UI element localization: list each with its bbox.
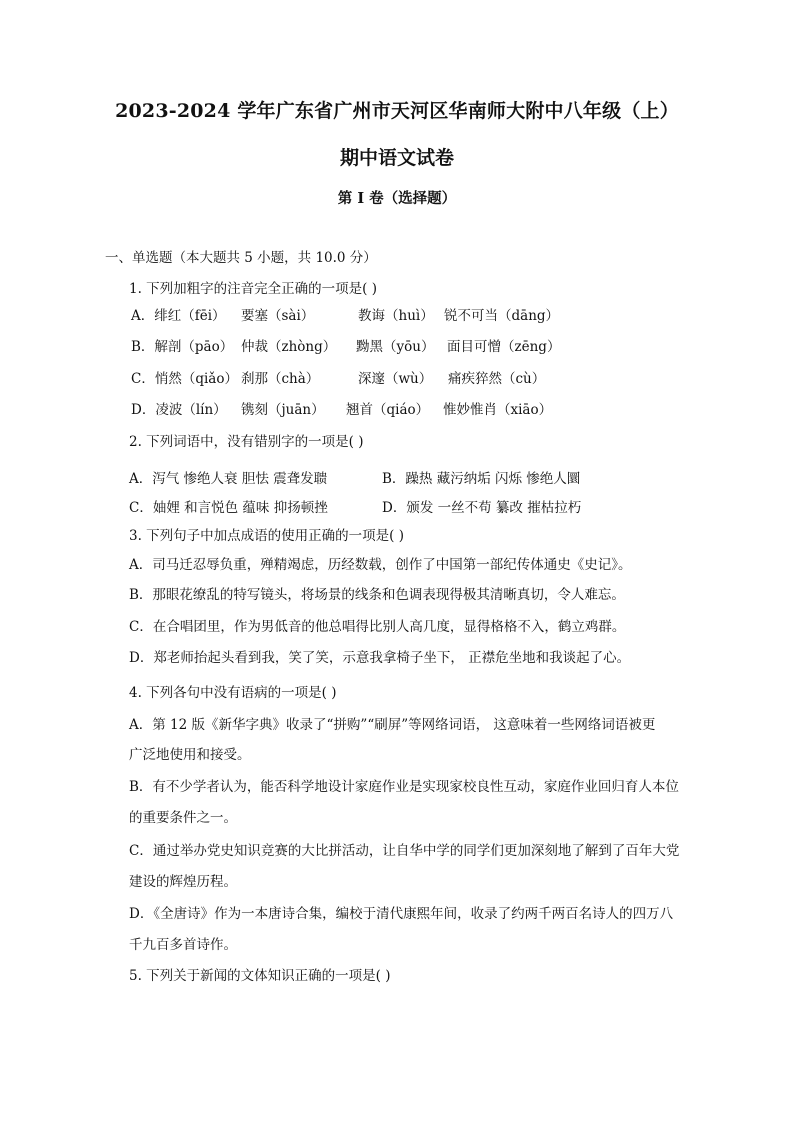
question-1-stem: 1. 下列加粗字的注音完全正确的一项是( ) bbox=[129, 281, 377, 297]
question-4-option-b-line1: B．有不少学者认为，能否科学地设计家庭作业是实现家校良性互动，家庭作业回归育人本位 bbox=[129, 779, 679, 795]
exam-title-line2: 期中语文试卷 bbox=[339, 147, 454, 169]
question-4-option-d-line2: 千九百多首诗作。 bbox=[129, 937, 237, 953]
question-2-option-c: C．妯娌 和言悦色 蕴味 抑扬顿挫 bbox=[129, 500, 328, 516]
question-2-option-a: A．泻气 惨绝人衰 胆怯 震聋发聩 bbox=[129, 471, 328, 487]
question-4-option-d-line1: D．《全唐诗》作为一本唐诗合集，编校于清代康熙年间，收录了约两千两百名诗人的四万八 bbox=[129, 906, 674, 922]
exam-title-line1: 2023-2024 学年广东省广州市天河区华南师大附中八年级（上） bbox=[115, 100, 679, 122]
question-3-option-a: A．司马迁忍辱负重，殚精竭虑，历经数载，创作了中国第一部纪传体通史《史记》。 bbox=[129, 557, 632, 573]
question-4-option-c-line2: 建设的辉煌历程。 bbox=[129, 874, 237, 890]
question-5-stem: 5. 下列关于新闻的文体知识正确的一项是( ) bbox=[129, 968, 391, 984]
question-3-option-c: C．在合唱团里，作为男低音的他总唱得比别人高几度，显得格格不入，鹤立鸡群。 bbox=[129, 619, 626, 635]
question-3-option-d: D．郑老师抬起头看到我，笑了笑，示意我拿椅子坐下， 正襟危坐地和我谈起了心。 bbox=[129, 650, 631, 666]
question-3-option-b: B．那眼花缭乱的特写镜头，将场景的线条和色调表现得极其清晰真切，令人难忘。 bbox=[129, 587, 625, 603]
question-4-stem: 4. 下列各句中没有语病的一项是( ) bbox=[129, 685, 337, 701]
exam-page: 2023-2024 学年广东省广州市天河区华南师大附中八年级（上） 期中语文试卷 第 I 卷（选择题） 一、单选题（本大题共 5 小题，共 10.0 分） 1. 下列加粗字的注音完全正确的一项是( ) A．绯红（fēi） 要塞（sài） 教诲（huì） 锐不可当（dāng） B．解剖（pāo） 仲裁（zhòng） 黝黑（yōu） 面目可憎（zēng） C．悄然（qiǎo） 刹那（chà） 深邃（wù） 痛疾猝然（cù） D．凌波（lín） 镌刻（juān） 翘首（qiáo） 惟妙惟肖（xiāo） 2. 下列词语中，没有错别字的一项是( ) A．泻气 惨绝人衰 胆怯 震聋发聩 B．躁热 藏污纳垢 闪烁 惨绝人圜 C．妯娌 和言悦色 蕴味 抑扬顿挫 D．颁发 一丝不苟 纂改 摧枯拉朽 3. 下列句子中加点成语的使用正确的一项是( ) A．司马迁忍辱负重，殚精竭虑，历经数载，创作了中国第一部纪传体通史《史记》。 B．那眼花缭乱的特写镜头，将场景的线条和色调表现得极其清晰真切，令人难忘。 C．在合唱团里，作为男低音的他总唱得比别人高几度，显得格格不入，鹤立鸡群。 D．郑老师抬起头看到我，笑了笑，示意我拿椅子坐下， 正襟危坐地和我谈起了心。 4. 下列各句中没有语病的一项是( ) A．第 12 版《新华字典》收录了“拼购”“刷屏”等网络词语， 这意味着一些网络词语被更 广泛地使用和接受。 B．有不少学者认为，能否科学地设计家庭作业是实现家校良性互动，家庭作业回归育人本位 的重要条件之一。 C．通过举办党史知识竞赛的大比拼活动，让自华中学的同学们更加深刻地了解到了百年大党 建设的辉煌历程。 D．《全唐诗》作为一本唐诗合集，编校于清代康熙年间，收录了约两千两百名诗人的四万八 千九百多首诗作。 5. 下列关于新闻的文体知识正确的一项是( ) bbox=[0, 0, 794, 1123]
question-4-option-a-line1: A．第 12 版《新华字典》收录了“拼购”“刷屏”等网络词语， 这意味着一些网络词语被更 bbox=[129, 717, 656, 733]
question-2-option-b: B．躁热 藏污纳垢 闪烁 惨绝人圜 bbox=[382, 471, 581, 487]
question-3-stem: 3. 下列句子中加点成语的使用正确的一项是( ) bbox=[129, 528, 404, 544]
part-title: 第 I 卷（选择题） bbox=[337, 190, 457, 207]
section-heading: 一、单选题（本大题共 5 小题，共 10.0 分） bbox=[105, 250, 377, 266]
question-4-option-b-line2: 的重要条件之一。 bbox=[129, 810, 237, 826]
question-2-stem: 2. 下列词语中，没有错别字的一项是( ) bbox=[129, 434, 364, 450]
question-4-option-c-line1: C．通过举办党史知识竞赛的大比拼活动，让自华中学的同学们更加深刻地了解到了百年大党 bbox=[129, 843, 680, 859]
question-2-option-d: D．颁发 一丝不苟 纂改 摧枯拉朽 bbox=[382, 500, 582, 516]
question-4-option-a-line2: 广泛地使用和接受。 bbox=[129, 747, 251, 763]
